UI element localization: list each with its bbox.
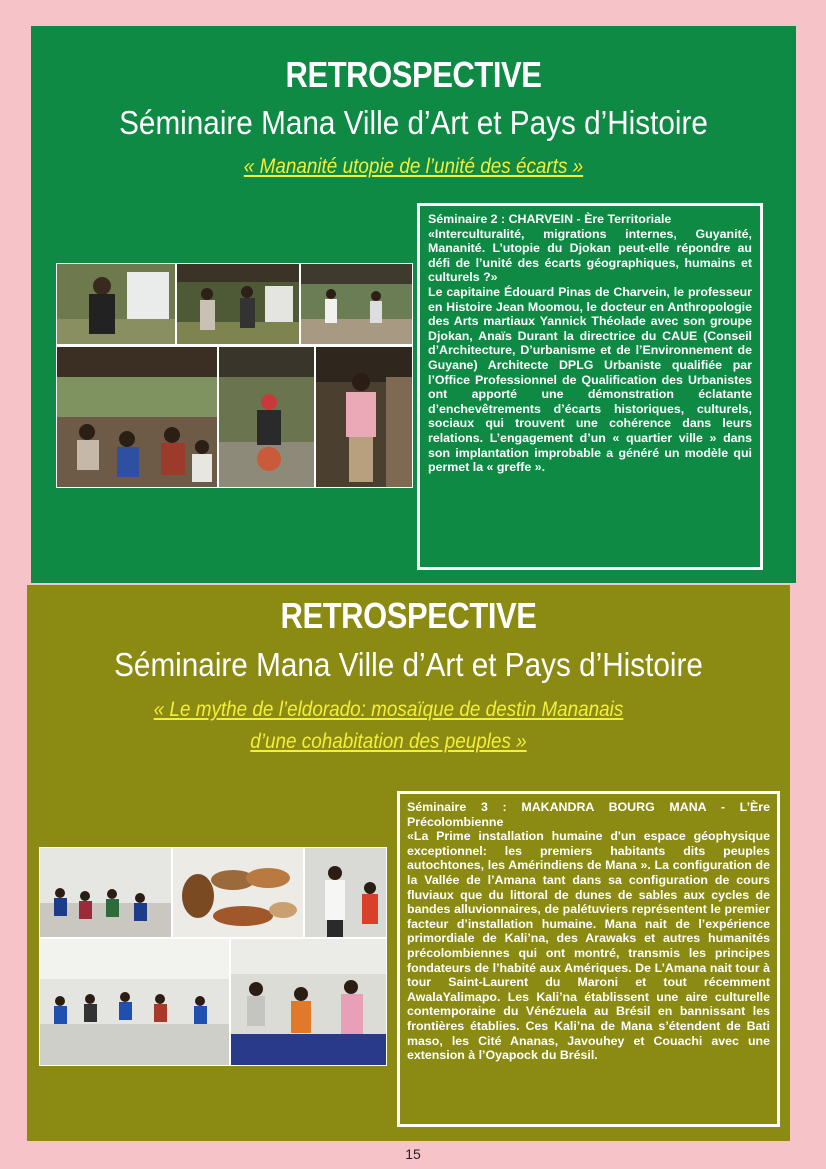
seminar-2-panel	[31, 26, 796, 583]
seminar-subtitle-line-1: « Le mythe de l’eldorado: mosaïque de destin Mananais	[153, 698, 624, 721]
photo-drum-performer	[219, 347, 314, 487]
seminar-3-panel	[27, 585, 790, 1141]
photo-presenters-board	[177, 264, 299, 344]
seminar-body: «La Prime installation humaine d'un espace géophysique exceptionnel: les premiers habitants dits peuples autochtones, les Amérindiens de Mana ». La configuration de la Vallée de l’Amana tant dans sa configuration de cours fluviaux que du littoral de dunes de sables aux cycles de bandes alluvionnaires, de palétuviers représentent le premier facteur d’installation humaine. Mana nait de l’expérience primordiale de Kali’na, des Arawaks et autres humanités précolombiennes qui ont montré, transmis les principes fondateurs de l’habité aux Amériques. De L’Amana nait tour à tour Saint-Laurent du Maroni et tout récemment AwalaYalimapo. Les Kali’na établissent une aire culturelle contemporaine du Vénézuela au Brésil en bannissant les frontières établies. Ces Kali’na de Mana s’étendent de Bati maso, les Cité Ananas, Javouhey et Couachi avec une extension à l’Oyapock du Brésil.	[407, 829, 770, 1063]
photo-speaker-pink-shirt	[316, 347, 412, 487]
photo-hall-audience	[40, 939, 229, 1065]
photo-classroom-audience	[40, 848, 171, 937]
page-number: 15	[405, 1146, 421, 1162]
photo-seated-participants	[231, 939, 386, 1065]
seminar-body: Le capitaine Édouard Pinas de Charvein, le professeur en Histoire Jean Moomou, le docteur en Anthropologie des Arts martiaux Yannick Théolade avec son groupe Djokan, Anaïs Durant la directrice du CAUE (Conseil d’Architecture, D’urbanisme et de l’Environnement de Guyane) Architecte DPLG Urbaniste qualifiée par l’Office Professionnel de Qualification des Urbanistes ont apporté une démonstration éclatante d’enchevêtrements d’écarts historiques, culturels, sociaux qui trouvent une cohérence dans leurs relations. L’engagement d’un « quartier ville » dans son implantation improbable a généré un modèle qui permet la « greffe ».	[428, 284, 752, 475]
seminar-2-description	[417, 203, 763, 570]
photo-collage	[56, 263, 413, 488]
seminar-subtitle: « Mananité utopie de l’unité des écarts »	[243, 155, 584, 178]
photo-collage	[39, 847, 387, 1066]
seminar-heading: Séminaire 3 : MAKANDRA BOURG MANA - L’Ère Précolombienne	[407, 800, 770, 829]
retrospective-heading: RETROSPECTIVE	[280, 595, 537, 636]
photo-speaker-microphone	[57, 264, 175, 344]
seminar-3-description	[397, 791, 780, 1127]
seminar-subtitle-line-2: d’une cohabitation des peuples »	[250, 730, 527, 753]
retrospective-heading: RETROSPECTIVE	[285, 54, 542, 95]
photo-martial-arts	[301, 264, 412, 344]
seminar-quote: «Interculturalité, migrations internes, Guyanité, Mananité. L’utopie du Djokan peut-elle répondre au défi de l’unité des écarts géographiques, humains et culturels ?»	[428, 226, 752, 285]
seminar-title: Séminaire Mana Ville d’Art et Pays d’Histoire	[119, 104, 708, 141]
seminar-title: Séminaire Mana Ville d’Art et Pays d’Histoire	[114, 646, 703, 683]
photo-audience	[57, 347, 217, 487]
photo-speaker-microphone	[305, 848, 386, 937]
seminar-heading: Séminaire 2 : CHARVEIN - Ère Territoriale	[428, 212, 672, 226]
photo-wooden-artifacts	[173, 848, 303, 937]
